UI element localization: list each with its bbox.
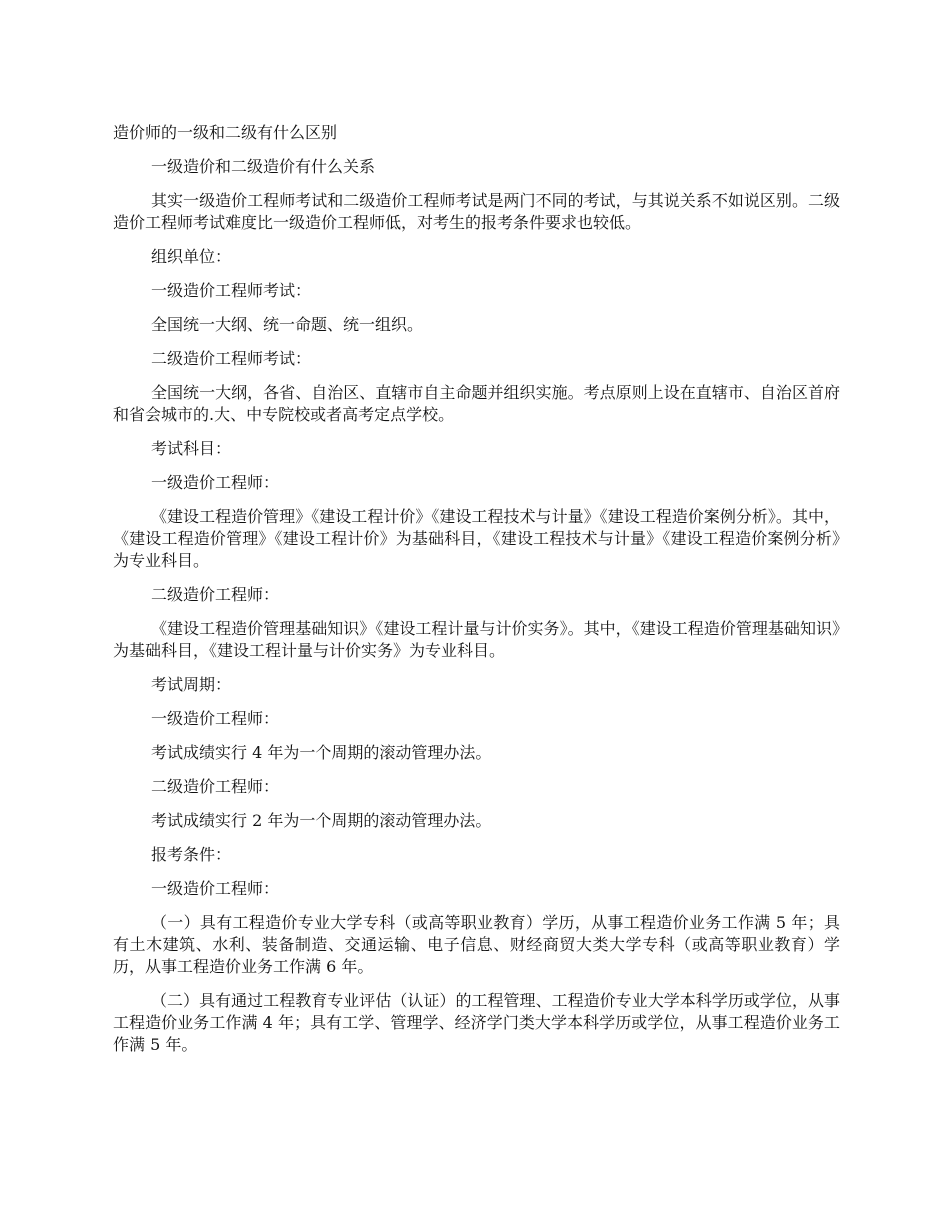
section-heading: 考试科目： [151,439,232,458]
paragraph: 考试成绩实行 4 年为一个周期的滚动管理办法。 [151,743,492,762]
paragraph: （二）具有通过工程教育专业评估（认证）的工程管理、工程造价专业大学本科学历或学位，从事工程造价业务工作满 4 年；具有工学、管理学、经济学门类大学本科学历或学位，从事工程造价业务工作满 5 年。 [113,991,840,1054]
subsection-heading: 二级造价工程师： [151,777,280,796]
subsection-heading: 一级造价工程师： [151,473,280,492]
section-heading: 报考条件： [151,845,232,864]
document-page [113,122,840,1068]
paragraph: 《建设工程造价管理》《建设工程计价》《建设工程技术与计量》《建设工程造价案例分析》。其中，《建设工程造价管理》《建设工程计价》为基础科目，《建设工程技术与计量》《建设工程造价案例分析》为专业科目。 [113,507,840,570]
subsection-heading: 二级造价工程师考试： [151,349,312,368]
paragraph: 一级造价和二级造价有什么关系 [151,157,376,176]
paragraph: 考试成绩实行 2 年为一个周期的滚动管理办法。 [151,811,492,830]
paragraph: 全国统一大纲，各省、自治区、直辖市自主命题并组织实施。考点原则上设在直辖市、自治区首府和省会城市的.大、中专院校或者高考定点学校。 [113,383,840,424]
paragraph: 《建设工程造价管理基础知识》《建设工程计量与计价实务》。其中，《建设工程造价管理基础知识》为基础科目，《建设工程计量与计价实务》为专业科目。 [113,619,840,660]
document-title: 造价师的一级和二级有什么区别 [113,123,338,142]
paragraph: 全国统一大纲、统一命题、统一组织。 [151,315,424,334]
subsection-heading: 一级造价工程师： [151,709,280,728]
subsection-heading: 二级造价工程师： [151,585,280,604]
paragraph: 其实一级造价工程师考试和二级造价工程师考试是两门不同的考试，与其说关系不如说区别。二级造价工程师考试难度比一级造价工程师低，对考生的报考条件要求也较低。 [113,191,840,232]
subsection-heading: 一级造价工程师： [151,879,280,898]
subsection-heading: 一级造价工程师考试： [151,281,312,300]
section-heading: 考试周期： [151,675,232,694]
paragraph: （一）具有工程造价专业大学专科（或高等职业教育）学历，从事工程造价业务工作满 5 年；具有土木建筑、水利、装备制造、交通运输、电子信息、财经商贸大类大学专科（或高等职业教育）学历，从事工程造价业务工作满 6 年。 [113,913,840,976]
section-heading: 组织单位： [151,247,232,266]
